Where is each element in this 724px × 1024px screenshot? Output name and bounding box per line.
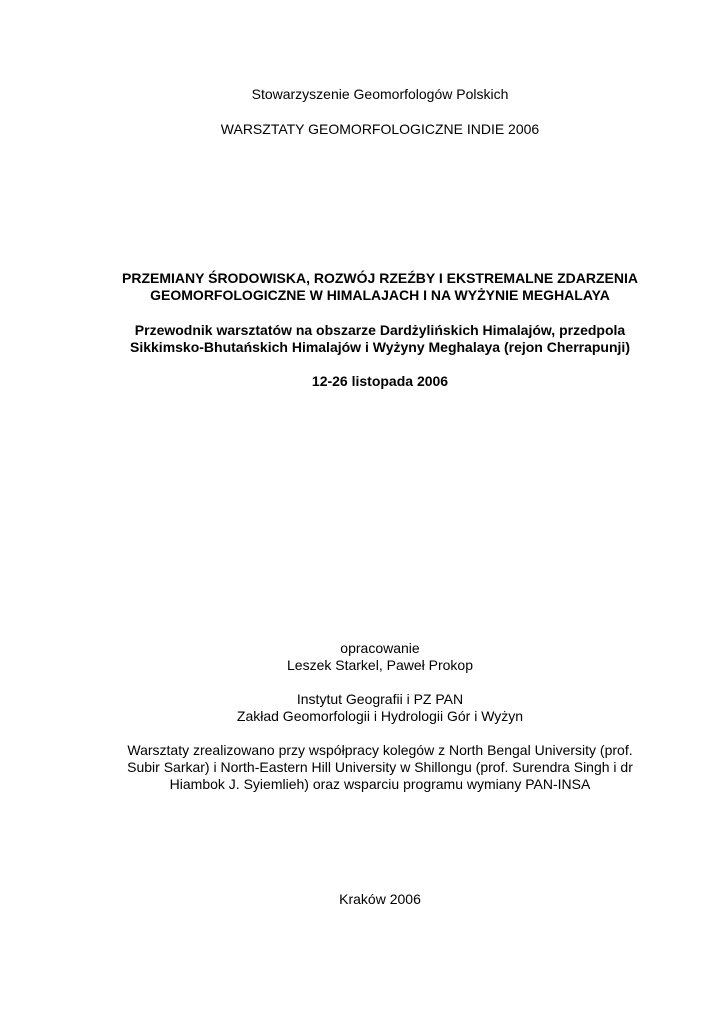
workshop-dates: 12-26 listopada 2006 [311, 373, 449, 389]
workshop-title: WARSZTATY GEOMORFOLOGICZNE INDIE 2006 [220, 121, 540, 137]
main-title-line-2: GEOMORFOLOGICZNE W HIMALAJACH I NA WYŻYNIE MEGHALAYA [150, 287, 610, 303]
subtitle-line-1: Przewodnik warsztatów na obszarze Dardżylińskich Himalajów, przedpola [134, 322, 626, 338]
organization-name: Stowarzyszenie Geomorfologów Polskich [251, 86, 509, 102]
institution-line-2: Zakład Geomorfologii i Hydrologii Gór i Wyżyn [236, 708, 524, 724]
institution-line-1: Instytut Geografii i PZ PAN [296, 691, 464, 707]
place-and-year: Kraków 2006 [339, 891, 421, 907]
acknowledgement-line-3: Hiambok J. Syiemlieh) oraz wsparciu programu wymiany PAN-INSA [169, 776, 591, 792]
acknowledgement-line-2: Subir Sarkar) i North-Eastern Hill University w Shillongu (prof. Surendra Singh i dr [127, 759, 633, 775]
authors-label: opracowanie [340, 640, 420, 656]
acknowledgement-line-1: Warsztaty zrealizowano przy współpracy kolegów z North Bengal University (prof. [127, 742, 633, 758]
main-title-line-1: PRZEMIANY ŚRODOWISKA, ROZWÓJ RZEŹBY I EKSTREMALNE ZDARZENIA [122, 270, 638, 286]
authors-names: Leszek Starkel, Paweł Prokop [287, 657, 473, 673]
subtitle-line-2: Sikkimsko-Bhutańskich Himalajów i Wyżyny Meghalaya (rejon Cherrapunji) [130, 339, 630, 355]
